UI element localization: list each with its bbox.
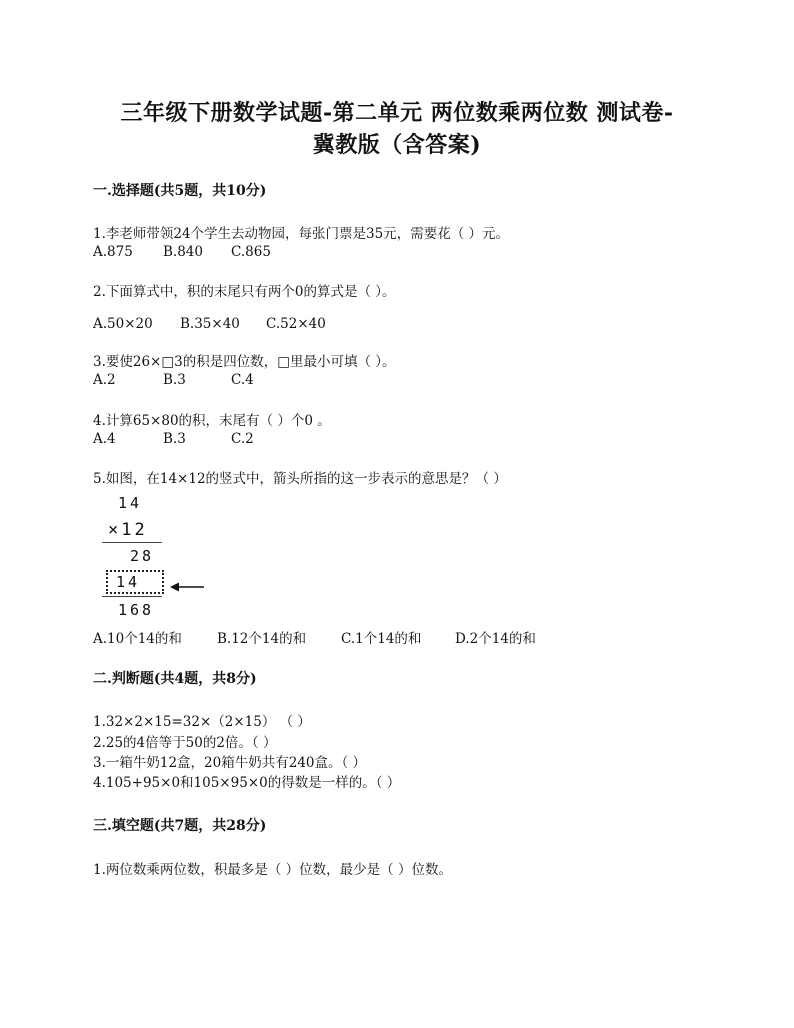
judge-item-1: 1.32×2×15=32×（2×15） （ ）: [93, 714, 311, 730]
calc-multiplier: ×12: [108, 520, 148, 540]
option-c: C.52×40: [266, 316, 326, 332]
option-b: B.3: [163, 372, 186, 388]
option-b: B.840: [163, 244, 203, 260]
option-a: A.50×20: [93, 316, 153, 332]
judge-item-2: 2.25的4倍等于50的2倍。（ ）: [93, 735, 277, 751]
calc-partial-2: 14: [116, 573, 141, 591]
section-heading-judge: 二.判断题(共4题，共8分): [93, 671, 257, 687]
judge-item-4: 4.105+95×0和105×95×0的得数是一样的。（ ）: [93, 775, 401, 791]
page-title: 三年级下册数学试题-第二单元 两位数乘两位数 测试卷-: [120, 100, 674, 126]
option-c: C.4: [231, 372, 254, 388]
question-1: 1.李老师带领24个学生去动物园，每张门票是35元，需要花（ ）元。: [93, 226, 510, 242]
question-4: 4.计算65×80的积，末尾有（ ）个0 。: [93, 413, 331, 429]
question-5-options: [93, 627, 536, 647]
calc-multiplicand: 14: [118, 494, 143, 512]
section-heading-choice: 一.选择题(共5题，共10分): [93, 183, 267, 199]
section-heading-fill: 三.填空题(共7题，共28分): [93, 818, 267, 834]
question-2: 2.下面算式中，积的末尾只有两个0的算式是（ ）。: [93, 284, 396, 300]
option-c: C.2: [231, 431, 254, 447]
calc-rule-1: [102, 542, 162, 543]
option-b: B.12个14的和: [217, 631, 307, 647]
option-c: C.865: [231, 244, 271, 260]
question-4-options: [93, 431, 254, 447]
option-b: B.35×40: [180, 316, 240, 332]
option-c: C.1个14的和: [341, 631, 422, 647]
option-a: A.10个14的和: [93, 631, 182, 647]
calc-product: 168: [118, 601, 155, 619]
question-2-options: [93, 316, 326, 332]
calc-rule-2: [102, 596, 162, 597]
option-d: D.2个14的和: [455, 631, 536, 647]
page-subtitle: 冀教版（含答案): [312, 132, 482, 158]
question-3: 3.要使26×□3的积是四位数，□里最小可填（ ）。: [93, 354, 396, 370]
question-1-options: [93, 244, 271, 260]
arrow-left-icon: [170, 578, 206, 597]
option-a: A.4: [93, 431, 116, 447]
vertical-multiplication-figure: [100, 492, 220, 622]
judge-item-3: 3.一箱牛奶12盒，20箱牛奶共有240盒。（ ）: [93, 755, 367, 771]
option-a: A.875: [93, 244, 133, 260]
calc-partial-1: 28: [130, 547, 155, 565]
fill-item-1: 1.两位数乘两位数，积最多是（ ）位数，最少是（ ）位数。: [93, 862, 452, 878]
question-3-options: [93, 372, 254, 388]
question-5: 5.如图，在14×12的竖式中，箭头所指的这一步表示的意思是？（ ）: [93, 471, 507, 487]
option-b: B.3: [163, 431, 186, 447]
option-a: A.2: [93, 372, 116, 388]
